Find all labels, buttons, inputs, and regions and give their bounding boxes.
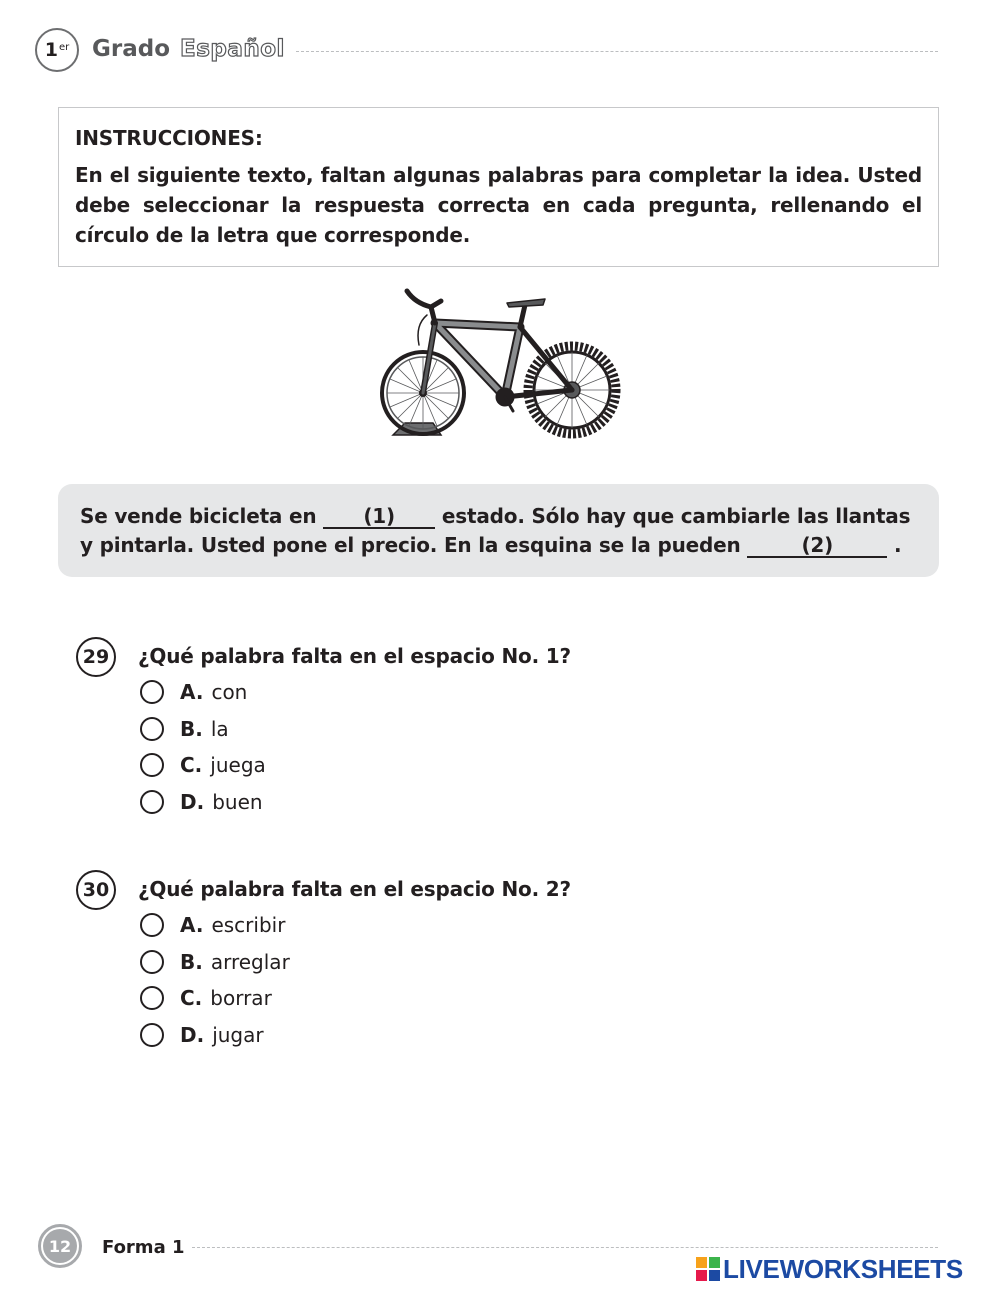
question-prompt: ¿Qué palabra falta en el espacio No. 2? — [138, 877, 571, 901]
option-text: arreglar — [210, 949, 290, 974]
blank-2: (2) — [747, 534, 887, 558]
option-29-d[interactable] — [140, 784, 266, 821]
option-letter: C. — [180, 753, 203, 778]
option-letter: D. — [180, 1022, 205, 1047]
option-text: jugar — [212, 1022, 264, 1047]
radio-button[interactable] — [140, 717, 164, 741]
radio-button[interactable] — [140, 753, 164, 777]
passage-box — [58, 484, 939, 577]
radio-button[interactable] — [140, 986, 164, 1010]
grade-number: 1 — [44, 39, 58, 61]
option-letter: C. — [180, 986, 203, 1011]
grade-suffix: er — [58, 41, 70, 53]
instructions-body: En el siguiente texto, faltan algunas palabras para completar la idea. Usted debe seleccionar la respuesta correcta en cada pregunta, rellenando el círculo de la letra que corresponde. — [75, 163, 922, 247]
option-30-d[interactable] — [140, 1017, 290, 1054]
passage-text-3: . — [887, 533, 902, 557]
option-29-b[interactable] — [140, 711, 266, 748]
option-30-a[interactable] — [140, 907, 290, 944]
header-divider — [296, 51, 938, 52]
page-number-badge — [38, 1224, 82, 1268]
footer-divider — [192, 1247, 938, 1248]
question-number-badge: 29 — [76, 637, 116, 677]
instructions-title: INSTRUCCIONES: — [75, 126, 263, 150]
radio-button[interactable] — [140, 790, 164, 814]
option-letter: B. — [180, 949, 203, 974]
option-letter: A. — [180, 913, 204, 938]
question-prompt: ¿Qué palabra falta en el espacio No. 1? — [138, 644, 571, 668]
option-30-c[interactable] — [140, 980, 290, 1017]
option-letter: D. — [180, 789, 205, 814]
option-29-a[interactable] — [140, 674, 266, 711]
option-text: escribir — [211, 913, 286, 938]
radio-button[interactable] — [140, 913, 164, 937]
answer-options-29 — [140, 674, 266, 820]
option-text: la — [210, 716, 229, 741]
instructions-box — [58, 107, 939, 267]
option-letter: A. — [180, 680, 204, 705]
option-text: juega — [210, 753, 266, 778]
option-30-b[interactable] — [140, 944, 290, 981]
liveworksheets-logo-icon — [696, 1257, 720, 1281]
radio-button[interactable] — [140, 1023, 164, 1047]
passage-text-1: Se vende bicicleta en — [80, 504, 324, 528]
radio-button[interactable] — [140, 950, 164, 974]
blank-1: (1) — [323, 505, 435, 529]
option-text: con — [211, 680, 248, 705]
option-letter: B. — [180, 716, 203, 741]
answer-options-30 — [140, 907, 290, 1053]
passage-text-2: estado. Sólo hay que cambiarle las llantas y pintarla. Usted pone el precio. En la esquina se la pueden — [80, 504, 911, 557]
liveworksheets-brand[interactable] — [696, 1256, 963, 1282]
header-subject: Español — [180, 36, 285, 62]
grade-badge — [35, 28, 79, 72]
bicycle-illustration — [375, 285, 625, 445]
option-text: borrar — [210, 986, 272, 1011]
form-label: Forma 1 — [102, 1237, 185, 1258]
option-text: buen — [212, 789, 263, 814]
header-grade-word: Grado — [92, 36, 171, 62]
radio-button[interactable] — [140, 680, 164, 704]
page-number: 12 — [43, 1229, 77, 1263]
brand-name: LIVEWORKSHEETS — [723, 1254, 963, 1284]
question-number-badge: 30 — [76, 870, 116, 910]
option-29-c[interactable] — [140, 747, 266, 784]
